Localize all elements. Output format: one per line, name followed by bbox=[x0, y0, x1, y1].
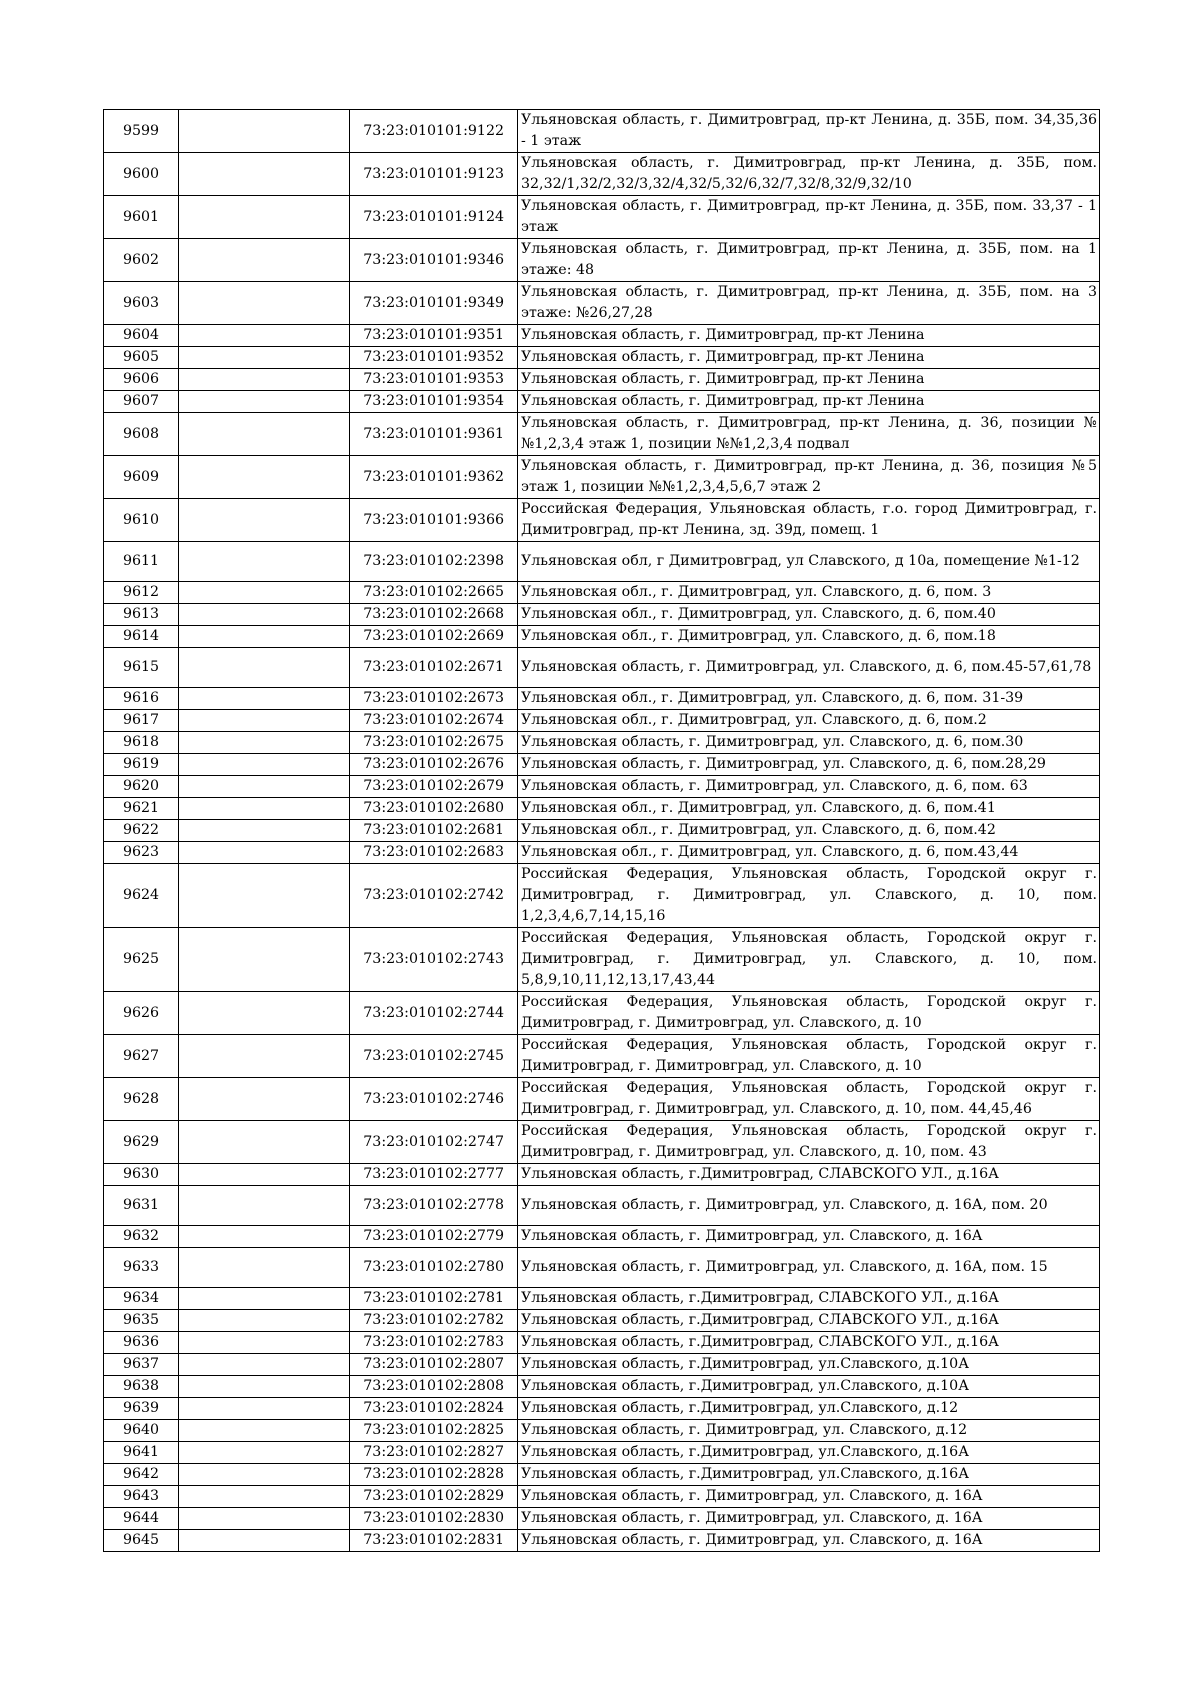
cadastral-number-cell: 73:23:010102:2782 bbox=[350, 1310, 518, 1332]
cadastral-number-cell: 73:23:010101:9349 bbox=[350, 282, 518, 325]
address-cell: Ульяновская область, г. Димитровград, ул. Славского, д. 16А bbox=[518, 1508, 1100, 1530]
table-row bbox=[104, 992, 1100, 1035]
table-row bbox=[104, 347, 1100, 369]
table-row bbox=[104, 626, 1100, 648]
empty-cell bbox=[179, 1310, 350, 1332]
empty-cell bbox=[179, 820, 350, 842]
empty-cell bbox=[179, 1035, 350, 1078]
address-cell: Ульяновская область, г. Димитровград, пр-кт Ленина, д. 35Б, пом. на 1 этаже: 48 bbox=[518, 239, 1100, 282]
row-number-cell: 9600 bbox=[104, 153, 179, 196]
empty-cell bbox=[179, 413, 350, 456]
table-row bbox=[104, 754, 1100, 776]
empty-cell bbox=[179, 153, 350, 196]
cadastral-number-cell: 73:23:010102:2825 bbox=[350, 1420, 518, 1442]
table-row bbox=[104, 282, 1100, 325]
empty-cell bbox=[179, 391, 350, 413]
address-cell: Ульяновская область, г. Димитровград, пр-кт Ленина bbox=[518, 369, 1100, 391]
table-row bbox=[104, 604, 1100, 626]
cadastral-number-cell: 73:23:010101:9352 bbox=[350, 347, 518, 369]
table-row bbox=[104, 1398, 1100, 1420]
empty-cell bbox=[179, 325, 350, 347]
row-number-cell: 9616 bbox=[104, 688, 179, 710]
cadastral-number-cell: 73:23:010102:2744 bbox=[350, 992, 518, 1035]
row-number-cell: 9622 bbox=[104, 820, 179, 842]
cadastral-number-cell: 73:23:010102:2398 bbox=[350, 542, 518, 582]
empty-cell bbox=[179, 648, 350, 688]
table-row bbox=[104, 1354, 1100, 1376]
empty-cell bbox=[179, 604, 350, 626]
table-row bbox=[104, 391, 1100, 413]
cadastral-number-cell: 73:23:010102:2673 bbox=[350, 688, 518, 710]
address-cell: Ульяновская обл., г. Димитровград, ул. Славского, д. 6, пом.43,44 bbox=[518, 842, 1100, 864]
table-row bbox=[104, 1248, 1100, 1288]
table-row bbox=[104, 110, 1100, 153]
empty-cell bbox=[179, 1508, 350, 1530]
cadastral-number-cell: 73:23:010102:2668 bbox=[350, 604, 518, 626]
row-number-cell: 9635 bbox=[104, 1310, 179, 1332]
row-number-cell: 9606 bbox=[104, 369, 179, 391]
table-row bbox=[104, 1332, 1100, 1354]
empty-cell bbox=[179, 710, 350, 732]
cadastral-number-cell: 73:23:010101:9366 bbox=[350, 499, 518, 542]
cadastral-number-cell: 73:23:010102:2679 bbox=[350, 776, 518, 798]
row-number-cell: 9640 bbox=[104, 1420, 179, 1442]
cadastral-number-cell: 73:23:010102:2747 bbox=[350, 1121, 518, 1164]
empty-cell bbox=[179, 347, 350, 369]
address-cell: Ульяновская область, г. Димитровград, ул. Славского, д.12 bbox=[518, 1420, 1100, 1442]
address-cell: Российская Федерация, Ульяновская область, г.о. город Димитровград, г. Димитровград, пр-кт Ленина, зд. 39д, помещ. 1 bbox=[518, 499, 1100, 542]
address-cell: Ульяновская обл., г. Димитровград, ул. Славского, д. 6, пом. 31-39 bbox=[518, 688, 1100, 710]
row-number-cell: 9624 bbox=[104, 864, 179, 928]
address-cell: Ульяновская область, г.Димитровград, СЛАВСКОГО УЛ., д.16А bbox=[518, 1164, 1100, 1186]
table-row bbox=[104, 1310, 1100, 1332]
empty-cell bbox=[179, 1226, 350, 1248]
empty-cell bbox=[179, 928, 350, 992]
table-row bbox=[104, 1078, 1100, 1121]
address-cell: Ульяновская область, г.Димитровград, ул.Славского, д.12 bbox=[518, 1398, 1100, 1420]
table-row bbox=[104, 648, 1100, 688]
property-table-body bbox=[104, 110, 1100, 1552]
cadastral-number-cell: 73:23:010102:2831 bbox=[350, 1530, 518, 1552]
cadastral-number-cell: 73:23:010102:2746 bbox=[350, 1078, 518, 1121]
empty-cell bbox=[179, 1442, 350, 1464]
row-number-cell: 9637 bbox=[104, 1354, 179, 1376]
address-cell: Ульяновская область, г. Димитровград, ул. Славского, д. 6, пом.45-57,61,78 bbox=[518, 648, 1100, 688]
empty-cell bbox=[179, 842, 350, 864]
address-cell: Ульяновская область, г. Димитровград, ул. Славского, д. 6, пом.30 bbox=[518, 732, 1100, 754]
table-row bbox=[104, 1376, 1100, 1398]
cadastral-number-cell: 73:23:010102:2683 bbox=[350, 842, 518, 864]
cadastral-number-cell: 73:23:010101:9123 bbox=[350, 153, 518, 196]
empty-cell bbox=[179, 1420, 350, 1442]
empty-cell bbox=[179, 1164, 350, 1186]
cadastral-number-cell: 73:23:010101:9353 bbox=[350, 369, 518, 391]
address-cell: Российская Федерация, Ульяновская область, Городской округ г. Димитровград, г. Димитровград, ул. Славского, д. 10, пом. 44,45,46 bbox=[518, 1078, 1100, 1121]
row-number-cell: 9633 bbox=[104, 1248, 179, 1288]
empty-cell bbox=[179, 776, 350, 798]
empty-cell bbox=[179, 992, 350, 1035]
row-number-cell: 9634 bbox=[104, 1288, 179, 1310]
address-cell: Российская Федерация, Ульяновская область, Городской округ г. Димитровград, г. Димитровград, ул. Славского, д. 10, пом. 5,8,9,10,11,12,13,17,43,44 bbox=[518, 928, 1100, 992]
empty-cell bbox=[179, 582, 350, 604]
address-cell: Ульяновская область, г.Димитровград, СЛАВСКОГО УЛ., д.16А bbox=[518, 1310, 1100, 1332]
row-number-cell: 9641 bbox=[104, 1442, 179, 1464]
address-cell: Ульяновская область, г. Димитровград, пр-кт Ленина, д. 35Б, пом. 32,32/1,32/2,32/3,32/4,32/5,32/6,32/7,32/8,32/9,32/10 bbox=[518, 153, 1100, 196]
table-row bbox=[104, 1164, 1100, 1186]
row-number-cell: 9628 bbox=[104, 1078, 179, 1121]
address-cell: Ульяновская область, г. Димитровград, ул. Славского, д. 16А, пом. 15 bbox=[518, 1248, 1100, 1288]
cadastral-number-cell: 73:23:010102:2665 bbox=[350, 582, 518, 604]
cadastral-number-cell: 73:23:010102:2808 bbox=[350, 1376, 518, 1398]
address-cell: Ульяновская обл., г. Димитровград, ул. Славского, д. 6, пом.41 bbox=[518, 798, 1100, 820]
row-number-cell: 9626 bbox=[104, 992, 179, 1035]
empty-cell bbox=[179, 196, 350, 239]
empty-cell bbox=[179, 542, 350, 582]
table-row bbox=[104, 1186, 1100, 1226]
address-cell: Ульяновская область, г.Димитровград, ул.Славского, д.16А bbox=[518, 1464, 1100, 1486]
table-row bbox=[104, 1121, 1100, 1164]
row-number-cell: 9625 bbox=[104, 928, 179, 992]
row-number-cell: 9621 bbox=[104, 798, 179, 820]
address-cell: Ульяновская область, г. Димитровград, пр-кт Ленина bbox=[518, 347, 1100, 369]
table-row bbox=[104, 776, 1100, 798]
cadastral-number-cell: 73:23:010102:2671 bbox=[350, 648, 518, 688]
row-number-cell: 9603 bbox=[104, 282, 179, 325]
table-row bbox=[104, 239, 1100, 282]
table-row bbox=[104, 798, 1100, 820]
cadastral-number-cell: 73:23:010102:2828 bbox=[350, 1464, 518, 1486]
address-cell: Ульяновская обл., г. Димитровград, ул. Славского, д. 6, пом.18 bbox=[518, 626, 1100, 648]
empty-cell bbox=[179, 1248, 350, 1288]
address-cell: Ульяновская область, г.Димитровград, ул.Славского, д.10А bbox=[518, 1354, 1100, 1376]
table-row bbox=[104, 325, 1100, 347]
address-cell: Ульяновская область, г. Димитровград, пр-кт Ленина, д. 35Б, пом. 34,35,36 - 1 этаж bbox=[518, 110, 1100, 153]
address-cell: Ульяновская обл., г. Димитровград, ул. Славского, д. 6, пом.40 bbox=[518, 604, 1100, 626]
address-cell: Ульяновская область, г. Димитровград, пр-кт Ленина, д. 36, позиции №№1,2,3,4 этаж 1, позиции №№1,2,3,4 подвал bbox=[518, 413, 1100, 456]
row-number-cell: 9623 bbox=[104, 842, 179, 864]
row-number-cell: 9619 bbox=[104, 754, 179, 776]
address-cell: Ульяновская область, г. Димитровград, пр-кт Ленина, д. 36, позиция №5 этаж 1, позиции №№1,2,3,4,5,6,7 этаж 2 bbox=[518, 456, 1100, 499]
table-row bbox=[104, 710, 1100, 732]
address-cell: Ульяновская обл, г Димитровград, ул Славского, д 10а, помещение №1-12 bbox=[518, 542, 1100, 582]
row-number-cell: 9644 bbox=[104, 1508, 179, 1530]
cadastral-number-cell: 73:23:010102:2675 bbox=[350, 732, 518, 754]
cadastral-number-cell: 73:23:010102:2781 bbox=[350, 1288, 518, 1310]
address-cell: Ульяновская область, г. Димитровград, ул. Славского, д. 6, пом.28,29 bbox=[518, 754, 1100, 776]
address-cell: Ульяновская область, г. Димитровград, пр-кт Ленина bbox=[518, 391, 1100, 413]
address-cell: Ульяновская область, г. Димитровград, пр-кт Ленина, д. 35Б, пом. на 3 этаже: №26,27,28 bbox=[518, 282, 1100, 325]
row-number-cell: 9639 bbox=[104, 1398, 179, 1420]
cadastral-number-cell: 73:23:010102:2807 bbox=[350, 1354, 518, 1376]
table-row bbox=[104, 369, 1100, 391]
table-row bbox=[104, 499, 1100, 542]
empty-cell bbox=[179, 499, 350, 542]
address-cell: Ульяновская область, г. Димитровград, ул. Славского, д. 16А, пом. 20 bbox=[518, 1186, 1100, 1226]
table-row bbox=[104, 413, 1100, 456]
cadastral-number-cell: 73:23:010102:2777 bbox=[350, 1164, 518, 1186]
row-number-cell: 9630 bbox=[104, 1164, 179, 1186]
empty-cell bbox=[179, 1486, 350, 1508]
row-number-cell: 9643 bbox=[104, 1486, 179, 1508]
row-number-cell: 9617 bbox=[104, 710, 179, 732]
cadastral-number-cell: 73:23:010102:2778 bbox=[350, 1186, 518, 1226]
empty-cell bbox=[179, 1530, 350, 1552]
empty-cell bbox=[179, 1186, 350, 1226]
row-number-cell: 9609 bbox=[104, 456, 179, 499]
cadastral-number-cell: 73:23:010102:2669 bbox=[350, 626, 518, 648]
cadastral-number-cell: 73:23:010102:2676 bbox=[350, 754, 518, 776]
table-row bbox=[104, 732, 1100, 754]
address-cell: Ульяновская область, г. Димитровград, ул. Славского, д. 16А bbox=[518, 1530, 1100, 1552]
cadastral-number-cell: 73:23:010102:2680 bbox=[350, 798, 518, 820]
table-row bbox=[104, 1464, 1100, 1486]
empty-cell bbox=[179, 369, 350, 391]
row-number-cell: 9613 bbox=[104, 604, 179, 626]
empty-cell bbox=[179, 239, 350, 282]
empty-cell bbox=[179, 688, 350, 710]
row-number-cell: 9636 bbox=[104, 1332, 179, 1354]
cadastral-number-cell: 73:23:010101:9122 bbox=[350, 110, 518, 153]
empty-cell bbox=[179, 1398, 350, 1420]
empty-cell bbox=[179, 1332, 350, 1354]
table-row bbox=[104, 1508, 1100, 1530]
cadastral-number-cell: 73:23:010102:2779 bbox=[350, 1226, 518, 1248]
row-number-cell: 9615 bbox=[104, 648, 179, 688]
cadastral-number-cell: 73:23:010102:2783 bbox=[350, 1332, 518, 1354]
table-row bbox=[104, 1420, 1100, 1442]
cadastral-number-cell: 73:23:010101:9362 bbox=[350, 456, 518, 499]
empty-cell bbox=[179, 282, 350, 325]
address-cell: Ульяновская обл., г. Димитровград, ул. Славского, д. 6, пом. 3 bbox=[518, 582, 1100, 604]
cadastral-number-cell: 73:23:010101:9354 bbox=[350, 391, 518, 413]
cadastral-number-cell: 73:23:010101:9346 bbox=[350, 239, 518, 282]
table-row bbox=[104, 153, 1100, 196]
table-row bbox=[104, 1226, 1100, 1248]
address-cell: Ульяновская область, г. Димитровград, ул. Славского, д. 16А bbox=[518, 1226, 1100, 1248]
address-cell: Российская Федерация, Ульяновская область, Городской округ г. Димитровград, г. Димитровград, ул. Славского, д. 10, пом. 43 bbox=[518, 1121, 1100, 1164]
address-cell: Ульяновская область, г. Димитровград, ул. Славского, д. 6, пом. 63 bbox=[518, 776, 1100, 798]
row-number-cell: 9638 bbox=[104, 1376, 179, 1398]
cadastral-number-cell: 73:23:010101:9361 bbox=[350, 413, 518, 456]
row-number-cell: 9629 bbox=[104, 1121, 179, 1164]
row-number-cell: 9608 bbox=[104, 413, 179, 456]
empty-cell bbox=[179, 1464, 350, 1486]
empty-cell bbox=[179, 110, 350, 153]
row-number-cell: 9604 bbox=[104, 325, 179, 347]
cadastral-number-cell: 73:23:010102:2745 bbox=[350, 1035, 518, 1078]
row-number-cell: 9627 bbox=[104, 1035, 179, 1078]
table-row bbox=[104, 688, 1100, 710]
cadastral-number-cell: 73:23:010102:2780 bbox=[350, 1248, 518, 1288]
row-number-cell: 9618 bbox=[104, 732, 179, 754]
table-row bbox=[104, 1288, 1100, 1310]
cadastral-number-cell: 73:23:010102:2830 bbox=[350, 1508, 518, 1530]
table-row bbox=[104, 1442, 1100, 1464]
row-number-cell: 9632 bbox=[104, 1226, 179, 1248]
address-cell: Ульяновская область, г. Димитровград, ул. Славского, д. 16А bbox=[518, 1486, 1100, 1508]
table-row bbox=[104, 456, 1100, 499]
empty-cell bbox=[179, 798, 350, 820]
empty-cell bbox=[179, 456, 350, 499]
cadastral-number-cell: 73:23:010101:9124 bbox=[350, 196, 518, 239]
row-number-cell: 9645 bbox=[104, 1530, 179, 1552]
cadastral-number-cell: 73:23:010102:2674 bbox=[350, 710, 518, 732]
row-number-cell: 9605 bbox=[104, 347, 179, 369]
address-cell: Ульяновская область, г. Димитровград, пр-кт Ленина bbox=[518, 325, 1100, 347]
table-row bbox=[104, 542, 1100, 582]
cadastral-number-cell: 73:23:010102:2743 bbox=[350, 928, 518, 992]
address-cell: Ульяновская область, г.Димитровград, СЛАВСКОГО УЛ., д.16А bbox=[518, 1332, 1100, 1354]
cadastral-number-cell: 73:23:010102:2827 bbox=[350, 1442, 518, 1464]
empty-cell bbox=[179, 732, 350, 754]
address-cell: Ульяновская область, г.Димитровград, СЛАВСКОГО УЛ., д.16А bbox=[518, 1288, 1100, 1310]
empty-cell bbox=[179, 1354, 350, 1376]
table-row bbox=[104, 1486, 1100, 1508]
address-cell: Ульяновская обл., г. Димитровград, ул. Славского, д. 6, пом.42 bbox=[518, 820, 1100, 842]
cadastral-number-cell: 73:23:010102:2742 bbox=[350, 864, 518, 928]
empty-cell bbox=[179, 754, 350, 776]
empty-cell bbox=[179, 1376, 350, 1398]
table-row bbox=[104, 842, 1100, 864]
row-number-cell: 9610 bbox=[104, 499, 179, 542]
table-row bbox=[104, 1530, 1100, 1552]
property-table bbox=[103, 109, 1100, 1552]
cadastral-number-cell: 73:23:010102:2824 bbox=[350, 1398, 518, 1420]
empty-cell bbox=[179, 1121, 350, 1164]
empty-cell bbox=[179, 864, 350, 928]
table-row bbox=[104, 1035, 1100, 1078]
table-row bbox=[104, 196, 1100, 239]
row-number-cell: 9614 bbox=[104, 626, 179, 648]
empty-cell bbox=[179, 1078, 350, 1121]
address-cell: Российская Федерация, Ульяновская область, Городской округ г. Димитровград, г. Димитровград, ул. Славского, д. 10, пом. 1,2,3,4,6,7,14,15,16 bbox=[518, 864, 1100, 928]
cadastral-number-cell: 73:23:010102:2681 bbox=[350, 820, 518, 842]
row-number-cell: 9631 bbox=[104, 1186, 179, 1226]
cadastral-number-cell: 73:23:010102:2829 bbox=[350, 1486, 518, 1508]
row-number-cell: 9611 bbox=[104, 542, 179, 582]
address-cell: Ульяновская область, г.Димитровград, ул.Славского, д.16А bbox=[518, 1442, 1100, 1464]
empty-cell bbox=[179, 626, 350, 648]
table-row bbox=[104, 864, 1100, 928]
cadastral-number-cell: 73:23:010101:9351 bbox=[350, 325, 518, 347]
row-number-cell: 9642 bbox=[104, 1464, 179, 1486]
row-number-cell: 9599 bbox=[104, 110, 179, 153]
row-number-cell: 9612 bbox=[104, 582, 179, 604]
address-cell: Ульяновская обл., г. Димитровград, ул. Славского, д. 6, пом.2 bbox=[518, 710, 1100, 732]
table-row bbox=[104, 582, 1100, 604]
row-number-cell: 9602 bbox=[104, 239, 179, 282]
address-cell: Российская Федерация, Ульяновская область, Городской округ г. Димитровград, г. Димитровград, ул. Славского, д. 10 bbox=[518, 1035, 1100, 1078]
address-cell: Ульяновская область, г.Димитровград, ул.Славского, д.10А bbox=[518, 1376, 1100, 1398]
empty-cell bbox=[179, 1288, 350, 1310]
table-row bbox=[104, 928, 1100, 992]
row-number-cell: 9620 bbox=[104, 776, 179, 798]
row-number-cell: 9607 bbox=[104, 391, 179, 413]
row-number-cell: 9601 bbox=[104, 196, 179, 239]
table-row bbox=[104, 820, 1100, 842]
address-cell: Ульяновская область, г. Димитровград, пр-кт Ленина, д. 35Б, пом. 33,37 - 1 этаж bbox=[518, 196, 1100, 239]
address-cell: Российская Федерация, Ульяновская область, Городской округ г. Димитровград, г. Димитровград, ул. Славского, д. 10 bbox=[518, 992, 1100, 1035]
